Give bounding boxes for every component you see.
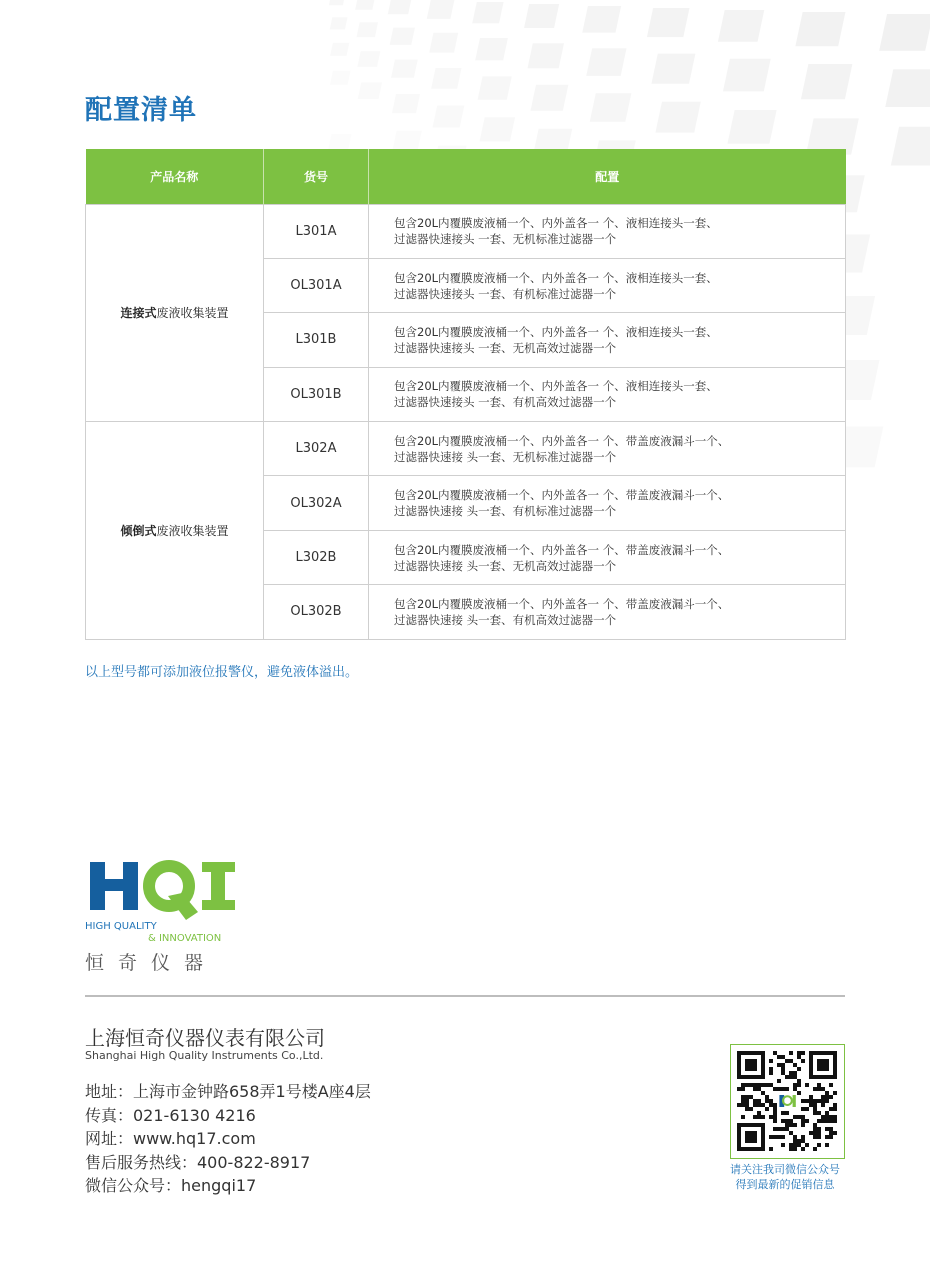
config-line: 包含20L内覆膜废液桶一个、内外盖各一 个、带盖废液漏斗一个、 xyxy=(394,542,730,557)
config-line: 包含20L内覆膜废液桶一个、内外盖各一 个、液相连接头一套、 xyxy=(394,216,718,231)
header-product-name: 产品名称 xyxy=(86,149,264,204)
config-line: 过滤器快速接 头一套、无机高效过滤器一个 xyxy=(394,558,617,573)
product-name-cell xyxy=(86,204,264,422)
contact-website[interactable]: 网址：www.hq17.com xyxy=(85,1129,256,1148)
contact-info xyxy=(85,1080,371,1198)
logo-letter-q xyxy=(149,866,198,920)
product-name-cell xyxy=(86,422,264,640)
config-cell xyxy=(369,530,846,584)
item-code: OL301A xyxy=(264,258,369,312)
configuration-table xyxy=(85,149,846,640)
qr-caption-line2: 得到最新的促销信息 xyxy=(735,1178,835,1191)
item-code: OL302A xyxy=(264,476,369,530)
table-row xyxy=(86,204,846,258)
alarm-note: 以上型号都可添加液位报警仪，避免液体溢出。 xyxy=(85,665,359,680)
product-type-rest: 废液收集装置 xyxy=(156,306,229,321)
table-row xyxy=(86,422,846,476)
table-header-row xyxy=(86,149,846,204)
config-cell xyxy=(369,585,846,639)
config-line: 过滤器快速接头 一套、无机高效过滤器一个 xyxy=(394,340,617,355)
header-configuration: 配置 xyxy=(369,149,846,204)
product-type-bold: 连接式 xyxy=(120,306,157,321)
config-cell xyxy=(369,258,846,312)
logo-chinese-name: 恒奇仪器 xyxy=(85,952,218,974)
config-cell xyxy=(369,367,846,421)
header-item-number: 货号 xyxy=(264,149,369,204)
item-code: OL302B xyxy=(264,585,369,639)
product-type-bold: 倾倒式 xyxy=(120,523,157,538)
config-line: 包含20L内覆膜废液桶一个、内外盖各一 个、带盖废液漏斗一个、 xyxy=(394,488,730,503)
config-line: 过滤器快速接 头一套、有机高效过滤器一个 xyxy=(394,612,617,627)
config-line: 过滤器快速接头 一套、有机标准过滤器一个 xyxy=(394,286,617,301)
company-name-english: Shanghai High Quality Instruments Co.,Ltd. xyxy=(85,1049,324,1062)
item-code: L302B xyxy=(264,530,369,584)
page-title: 配置清单 xyxy=(85,95,197,126)
item-code: L301B xyxy=(264,313,369,367)
config-line: 包含20L内覆膜废液桶一个、内外盖各一 个、带盖废液漏斗一个、 xyxy=(394,596,730,611)
logo-tagline-innovation: & INNOVATION xyxy=(148,933,222,944)
config-line: 包含20L内覆膜废液桶一个、内外盖各一 个、液相连接头一套、 xyxy=(394,324,718,339)
item-code: OL301B xyxy=(264,367,369,421)
footer-divider xyxy=(85,995,845,997)
qr-caption-line1: 请关注我司微信公众号 xyxy=(730,1163,840,1176)
qr-code-icon xyxy=(737,1051,838,1152)
company-name-chinese: 上海恒奇仪器仪表有限公司 xyxy=(85,1026,325,1050)
config-line: 包含20L内覆膜废液桶一个、内外盖各一 个、液相连接头一套、 xyxy=(394,270,718,285)
config-line: 过滤器快速接 头一套、无机标准过滤器一个 xyxy=(394,449,617,464)
config-line: 包含20L内覆膜废液桶一个、内外盖各一 个、带盖废液漏斗一个、 xyxy=(394,433,730,448)
contact-hotline: 售后服务热线：400-822-8917 xyxy=(85,1152,311,1172)
qr-caption xyxy=(720,1162,850,1192)
logo-letter-h xyxy=(90,862,138,910)
contact-wechat: 微信公众号：hengqi17 xyxy=(85,1176,257,1195)
config-line: 包含20L内覆膜废液桶一个、内外盖各一 个、液相连接头一套、 xyxy=(394,379,718,394)
product-type-rest: 废液收集装置 xyxy=(156,523,229,538)
config-cell xyxy=(369,204,846,258)
item-code: L302A xyxy=(264,422,369,476)
config-cell xyxy=(369,313,846,367)
contact-fax: 传真：021-6130 4216 xyxy=(85,1105,256,1125)
item-code: L301A xyxy=(264,204,369,258)
config-cell xyxy=(369,476,846,530)
config-cell xyxy=(369,422,846,476)
qr-code-frame[interactable] xyxy=(730,1044,845,1159)
logo-tagline-high-quality: HIGH QUALITY xyxy=(85,921,157,932)
config-line: 过滤器快速接头 一套、无机标准过滤器一个 xyxy=(394,232,617,247)
config-line: 过滤器快速接 头一套、有机标准过滤器一个 xyxy=(394,504,617,519)
config-line: 过滤器快速接头 一套、有机高效过滤器一个 xyxy=(394,395,617,410)
logo-letter-i xyxy=(202,862,235,910)
contact-address: 地址：上海市金钟路658弄1号楼A座4层 xyxy=(85,1082,371,1101)
hqi-logo xyxy=(85,860,245,922)
